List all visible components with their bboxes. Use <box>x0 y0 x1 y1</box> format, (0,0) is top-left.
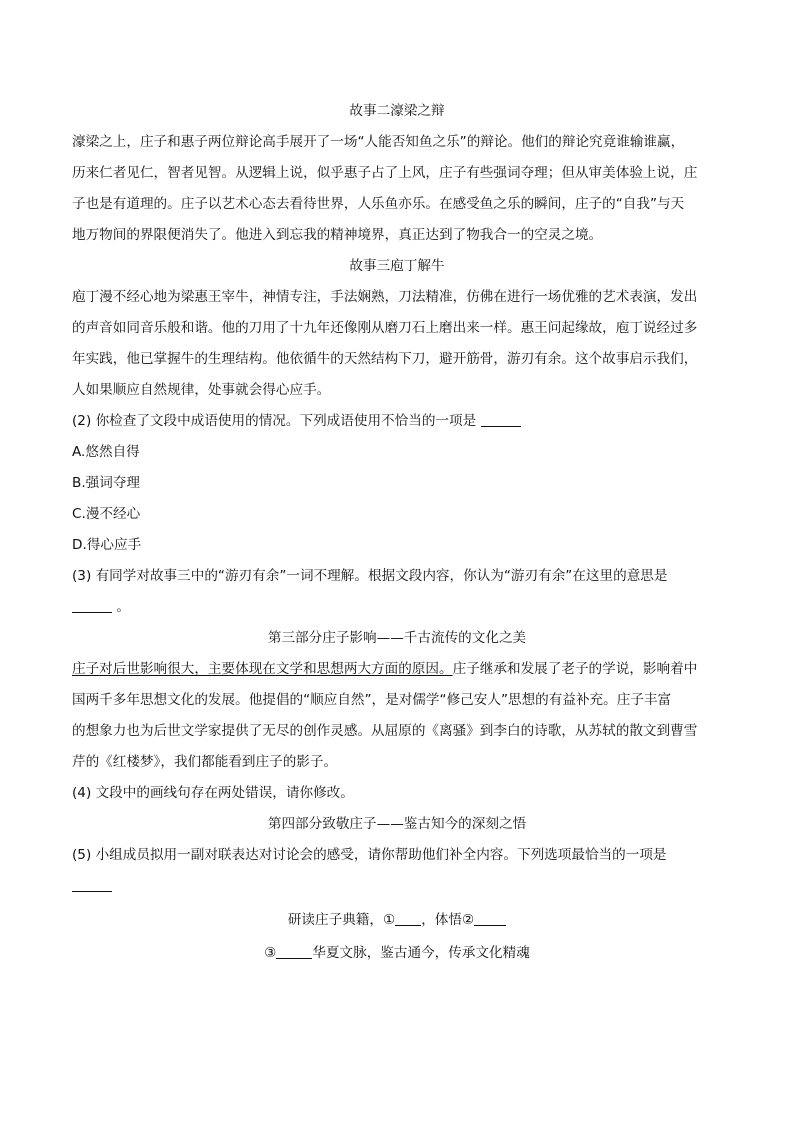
story3-line: 的声音如同音乐般和谐。他的刀用了十九年还像刚从磨刀石上磨出来一样。惠王问起缘故，庖丁说经过多 <box>72 320 698 336</box>
question-3-stem: (3) 有同学对故事三中的“游刃有余”一词不理解。根据文段内容，你认为“游刃有余”在这里的意思是 <box>72 568 668 584</box>
couplet-blank-1[interactable] <box>395 911 421 926</box>
question-5-stem: (5) 小组成员拟用一副对联表达对讨论会的感受，请你帮助他们补全内容。下列选项最恰当的一项是 <box>72 847 667 863</box>
couplet-line-2-part-a: ③ <box>264 945 277 961</box>
part3-line: 芹的《红楼梦》，我们都能看到庄子的影子。 <box>72 754 338 770</box>
part3-title: 第三部分庄子影响——千古流传的文化之美 <box>267 630 527 646</box>
question-3-tail: 。 <box>116 599 130 615</box>
story3-title: 故事三庖丁解牛 <box>349 258 445 274</box>
couplet-line-1-part-b: ，体悟② <box>421 912 475 928</box>
couplet-line-1 <box>72 904 722 937</box>
question-2 <box>72 406 722 437</box>
underlined-sentence: 庄子对后世影响很大，主要体现在文学和思想两大方面的原因。 <box>72 661 453 677</box>
couplet-line-2 <box>72 937 722 970</box>
story3-line: 人如果顺应自然规律，处事就会得心应手。 <box>72 382 331 398</box>
story2-line: 濠梁之上，庄子和惠子两位辩论高手展开了一场“人能否知鱼之乐”的辩论。他们的辩论究竟谁输谁赢， <box>72 134 685 150</box>
part3-line-first <box>72 654 722 685</box>
question-2-stem: (2) 你检查了文段中成语使用的情况。下列成语使用不恰当的一项是 <box>72 413 477 429</box>
answer-blank-2[interactable] <box>481 412 521 427</box>
story3-line: 年实践，他已掌握牛的生理结构。他依循牛的天然结构下刀，避开筋骨，游刃有余。这个故事启示我们， <box>72 351 698 367</box>
part4-title: 第四部分致敬庄子——鉴古知今的深刻之悟 <box>267 816 527 832</box>
document-page <box>72 96 722 970</box>
story2-title: 故事二濠梁之辩 <box>349 103 445 119</box>
story2-line: 地万物间的界限便消失了。他进入到忘我的精神境界，真正达到了物我合一的空灵之境。 <box>72 227 603 243</box>
story2-line: 历来仁者见仁，智者见智。从逻辑上说，似乎惠子占了上风，庄子有些强词夺理；但从审美体验上说，庄 <box>72 165 698 181</box>
story3-line: 庖丁漫不经心地为梁惠王宰牛，神情专注，手法娴熟，刀法精准，仿佛在进行一场优雅的艺术表演，发出 <box>72 289 698 305</box>
part3-line: 国两千多年思想文化的发展。他提倡的“顺应自然”，是对儒学“修己安人”思想的有益补充。庄子丰富 <box>72 692 672 708</box>
couplet-blank-2[interactable] <box>474 911 506 926</box>
question-3-answer-line <box>72 592 722 623</box>
option-b: B.强词夺理 <box>72 475 141 491</box>
couplet-line-1-part-a: 研读庄子典籍，① <box>287 912 396 928</box>
story2-line: 子也是有道理的。庄子以艺术心态去看待世界，人乐鱼亦乐。在感受鱼之乐的瞬间，庄子的“自我”与天 <box>72 196 685 212</box>
answer-blank-5[interactable] <box>72 877 112 892</box>
part3-rest: 庄子继承和发展了老子的学说，影响着中 <box>452 661 698 677</box>
option-d: D.得心应手 <box>72 537 142 553</box>
answer-blank-3[interactable] <box>72 598 112 613</box>
couplet-blank-3[interactable] <box>276 944 312 959</box>
question-5-answer-line <box>72 871 722 902</box>
part3-line: 的想象力也为后世文学家提供了无尽的创作灵感。从屈原的《离骚》到李白的诗歌，从苏轼的散文到曹雪 <box>72 723 698 739</box>
couplet-line-2-part-b: 华夏文脉，鉴古通今，传承文化精魂 <box>312 945 530 961</box>
option-c: C.漫不经心 <box>72 506 141 522</box>
question-4-stem: (4) 文段中的画线句存在两处错误，请你修改。 <box>72 785 354 801</box>
option-a: A.悠然自得 <box>72 444 140 460</box>
